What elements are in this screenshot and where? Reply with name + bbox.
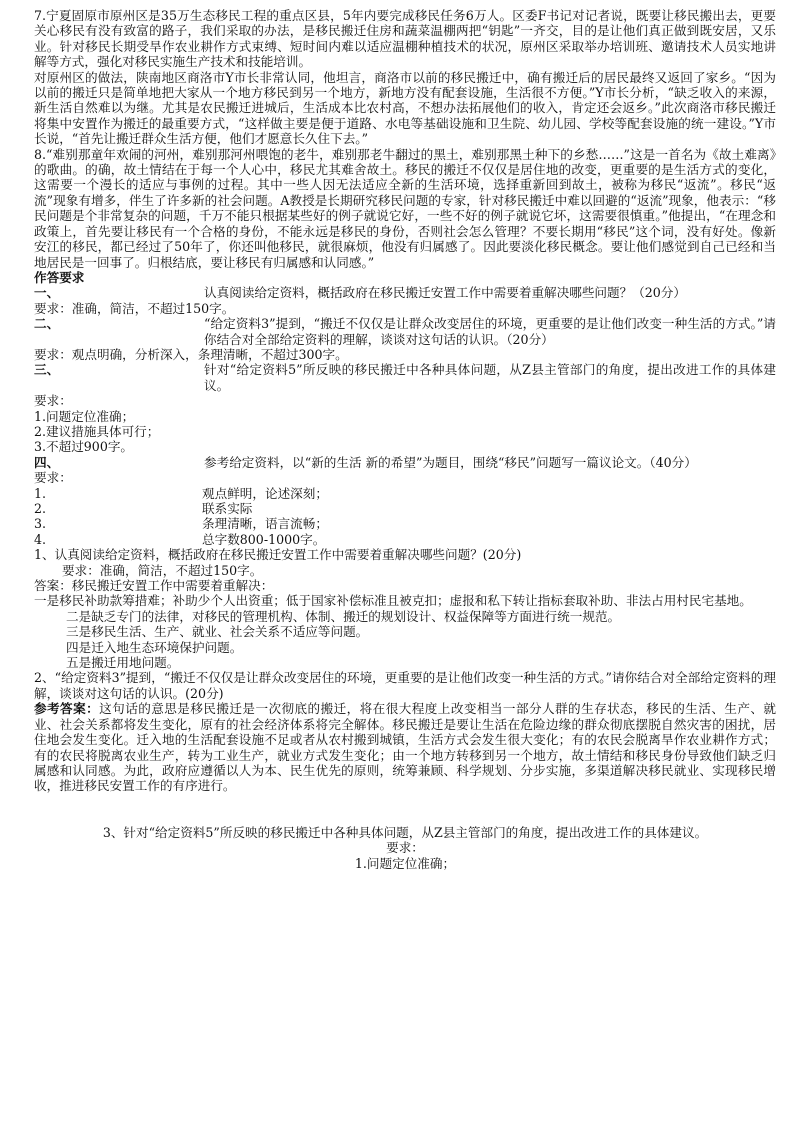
requirements-heading: 作答要求 (34, 269, 85, 285)
question-4-number: 四、 (34, 454, 60, 470)
question-2-number: 二、 (34, 316, 60, 332)
question-3-number: 三、 (34, 362, 60, 378)
answer-1-point: 五是搬迁用地问题。 (66, 655, 180, 671)
question-3-requirement-item: 3.不超过900字。 (34, 439, 134, 455)
question-3-text: 针对“给定资料5”所反映的移民搬迁中各种具体问题，从Z县主管部门的角度，提出改进工作的具体建议。 (204, 362, 776, 393)
question-4-requirement-item (34, 532, 776, 547)
material-paragraph-8: 8.“难别那童年欢闹的河州，难别那河州喂饱的老牛，难别那老牛翻过的黑土，难别那黑土种下的乡愁……”这是一首名为《故土难离》的歌曲。的确，故土情结在于每一个人心中，移民尤其难舍故土。移民的搬迁不仅仅是居住地的改变，更重要的是生活方式的变化，这需要一个漫长的适应与事例的过程。其中一些人因无法适应全新的生活环境，选择重新回到故土，被称为移民“返流”。移民“返流”现象有增多，伴生了许多新的社会问题。A教授是长期研究移民问题的专家，针对移民搬迁中难以回避的“返流”现象，他表示：“移民问题是个非常复杂的问题，千万不能只根据某些好的例子就说它好，一些不好的例子就说它坏，这需要很慎重。”他提出，“在理念和政策上，首先要让移民有一个合格的身份，不能永远是移民的身份，否则社会怎么管理？不要长期用“移民”这个词，没有好处。像新安江的移民，都已经过了50年了，你还叫他移民，就很麻烦，他没有归属感了。因此要淡化移民概念。要让他们感觉到自己已经和当地居民是一回事了。归根结底，要让移民有归属感和认同感。” (34, 146, 776, 270)
question-4 (34, 455, 776, 470)
document-page (34, 8, 776, 871)
answer-2-text: 这句话的意思是移民搬迁是一次彻底的搬迁，将在很大程度上改变相当一部分人群的生存状态，移民的生活、生产、就业、社会关系都将发生变化，原有的社会经济体系将完全解体。移民搬迁是要让生活在危险边缘的群众彻底摆脱自然灾害的困扰，居住地会发生变化。迁入地的生活配套设施不足或者从农村搬到城镇，生活方式会发生很大变化；有的农民会脱离旱作农业耕作方式；有的农民将脱离农业生产，转为工业生产，就业方式发生变化；由一个地方转移到另一个地方，故土情结和移民身份导致他们缺乏归属感和认同感。为此，政府应遵循以人为本、民生优先的原则，统筹兼顾、科学规划、分步实施，多渠道解决移民就业、实现移民增收，推进移民安置工作的有序进行。 (34, 701, 777, 794)
list-number: 1. (34, 485, 47, 501)
question-3-requirement-item: 1.问题定位准确； (34, 408, 135, 424)
answer-3-question: 3、针对“给定资料5”所反映的移民搬迁中各种具体问题，从Z县主管部门的角度，提出改进工作的具体建议。 (102, 824, 708, 840)
list-number: 4. (34, 531, 47, 547)
question-4-requirement-item (34, 501, 776, 516)
question-1-text: 认真阅读给定资料，概括政府在移民搬迁安置工作中需要着重解决哪些问题？（20分） (204, 285, 686, 301)
question-2-requirement: 要求：观点明确，分析深入，条理清晰，不超过300字。 (34, 346, 348, 362)
question-4-requirement-item (34, 516, 776, 531)
list-number: 2. (34, 501, 47, 516)
answer-2-label: 参考答案： (34, 701, 100, 717)
question-3-requirement-label: 要求： (34, 393, 72, 409)
list-number: 3. (34, 516, 47, 532)
list-text: 观点鲜明，论述深刻； (202, 485, 328, 501)
answer-1-requirement: 要求：准确，简洁，不超过150字。 (62, 562, 263, 578)
question-1 (34, 285, 776, 300)
list-text: 联系实际 (202, 501, 253, 516)
question-3-requirement-item: 2.建议措施具体可行； (34, 423, 160, 439)
question-1-number: 一、 (34, 285, 60, 301)
answer-1-point: 四是迁入地生态环境保护问题。 (66, 639, 243, 655)
material-paragraph-7b: 对原州区的做法，陕南地区商洛市Y市长非常认同，他坦言，商洛市以前的移民搬迁中，确有搬迁后的居民最终又返回了家乡。“因为以前的搬迁只是简单地把大家从一个地方移民到另一个地方，新地方没有配套设施，生活很不方便。”Y市长分析，“缺乏收入的来源，新生活自然难以为继。尤其是农民搬迁进城后，生活成本比农村高，不想办法拓展他们的收入，肯定还会返乡。”此次商洛市移民搬迁将集中安置作为搬迁的最重要方式，“这样做主要是便于道路、水电等基础设施和卫生院、幼儿园、学校等配套设施的统一建设。”Y市长说，“首先让搬迁群众生活方便，他们才愿意长久住下去。” (34, 69, 776, 147)
question-4-requirement-item (34, 486, 776, 501)
answer-1-point: 二是缺乏专门的法律，对移民的管理机构、体制、搬迁的规划设计、权益保障等方面进行统一规范。 (66, 608, 621, 624)
list-text: 条理清晰，语言流畅； (202, 516, 328, 532)
question-1-requirement: 要求：准确，简洁，不超过150字。 (34, 300, 235, 316)
answer-1-point: 一是移民补助款筹措难；补助少个人出资重；低于国家补偿标准且被克扣；虚报和私下转让指标套取补助、非法占用村民宅基地。 (34, 593, 752, 609)
question-2 (34, 316, 776, 347)
question-4-requirement-label: 要求： (34, 470, 72, 486)
spacer (34, 794, 776, 825)
question-2-text: “给定资料3”提到，“搬迁不仅仅是让群众改变居住的环境，更重要的是让他们改变一种生活的方式。”请你结合对全部给定资料的理解，谈谈对这句话的认识。（20分） (204, 316, 776, 347)
answer-1-question: 1、认真阅读给定资料，概括政府在移民搬迁安置工作中需要着重解决哪些问题？(20分) (34, 547, 522, 563)
answer-2-question: 2、“给定资料3”提到，“搬迁不仅仅是让群众改变居住的环境，更重要的是让他们改变一种生活的方式。”请你结合对全部给定资料的理解，谈谈对这句话的认识。(20分) (34, 670, 776, 701)
answer-1-title: 答案：移民搬迁安置工作中需要着重解决： (34, 578, 274, 594)
answer-2-body (34, 701, 776, 793)
question-4-text: 参考给定资料，以“新的生活 新的希望”为题目，围绕“移民”问题写一篇议论文。（40分） (204, 454, 697, 470)
answer-3-requirement-item: 1.问题定位准确； (354, 855, 456, 871)
question-3 (34, 362, 776, 393)
answer-1-point: 三是移民生活、生产、就业、社会关系不适应等问题。 (66, 624, 369, 640)
material-paragraph-7: 7.宁夏固原市原州区是35万生态移民工程的重点区县，5年内要完成移民任务6万人。区委F书记对记者说，既要让移民搬出去，更要关心移民有没有致富的路子，我们采取的办法，是移民搬迁住房和蔬菜温棚两把“钥匙”一齐交，目的是让他们真正做到既安居，又乐业。针对移民长期受旱作农业耕作方式束缚、短时间内难以适应温棚种植技术的状况，原州区采取举办培训班、邀请技术人员实地讲解等方式，强化对移民实施生产技术和技能培训。 (34, 8, 776, 70)
answer-3-requirement-label: 要求： (386, 840, 424, 856)
list-text: 总字数800-1000字。 (202, 531, 326, 547)
